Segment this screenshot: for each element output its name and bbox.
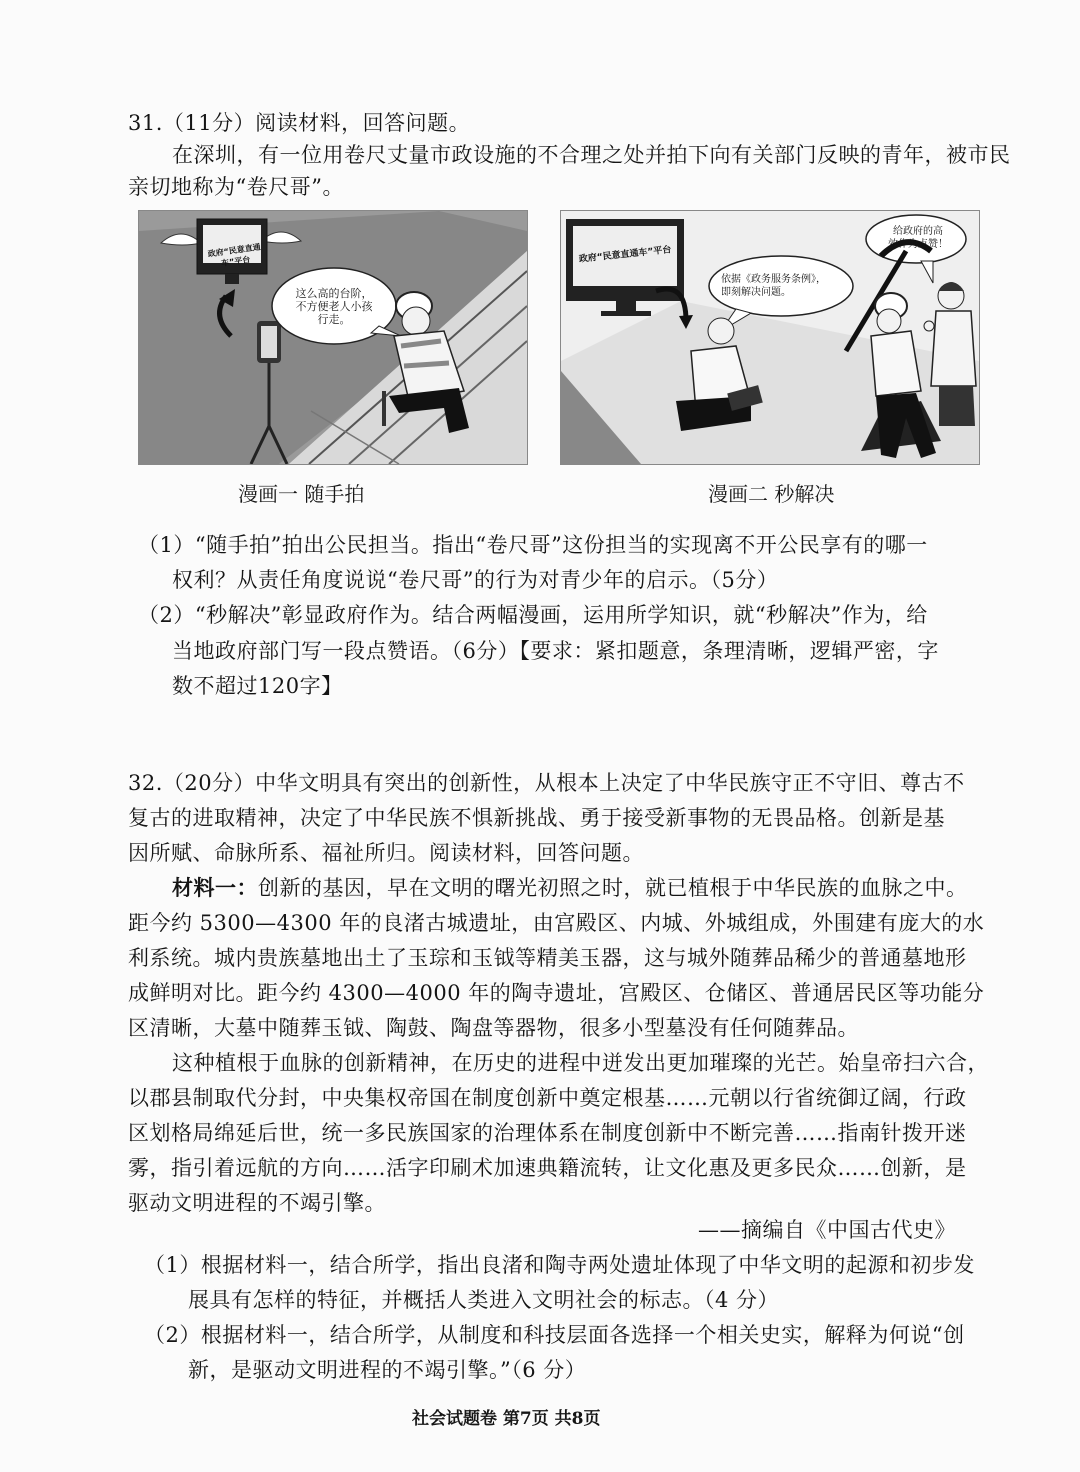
comic-two-right-speech-bubble (883, 225, 953, 251)
q32-intro-line3: 因所赋、命脉所系、福祉所归。阅读材料，回答问题。 (128, 841, 644, 865)
source-citation: ——摘编自《中国古代史》 (698, 1218, 956, 1242)
passage-two-line5: 驱动文明进程的不竭引擎。 (128, 1191, 386, 1215)
q31-sub2-line2: 当地政府部门写一段点赞语。（6分）【要求：紧扣题意，条理清晰，逻辑严密，字 (172, 639, 939, 663)
q31-heading: 31.（11分）阅读材料，回答问题。 (128, 111, 471, 135)
material-one-line3: 利系统。城内贵族墓地出土了玉琮和玉钺等精美玉器，这与城外随葬品稀少的普通墓地形 (128, 946, 967, 970)
comic-two-bubble-line: 效作为点赞！ (888, 239, 948, 250)
q31-intro-line2: 亲切地称为“卷尺哥”。 (128, 175, 344, 199)
material-one-line2: 距今约 5300—4300 年的良渚古城遗址，由宫殿区、内城、外城组成，外围建有庞大的水 (128, 911, 985, 935)
comic-two-bubble-line: 依据《政务服务条例》， (721, 274, 826, 285)
comic-two-caption: 漫画二 秒解决 (708, 482, 835, 506)
comic-one-bubble-line: 行走。 (317, 313, 351, 326)
passage-two-line1: 这种植根于血脉的创新精神，在历史的进程中迸发出更加璀璨的光芒。始皇帝扫六合， (172, 1051, 989, 1075)
passage-two-line4: 雾，指引着远航的方向……活字印刷术加速典籍流转，让文化惠及更多民众……创新，是 (128, 1156, 967, 1180)
comic-two-left-speech-bubble (721, 273, 846, 299)
q32-sub1-line1: （1）根据材料一，结合所学，指出良渚和陶寺两处遗址体现了中华文明的起源和初步发 (144, 1253, 975, 1277)
q32-intro-line2: 复古的进取精神，决定了中华民族不惧新挑战、勇于接受新事物的无畏品格。创新是基 (128, 806, 945, 830)
q31-sub1-line2: 权利？从责任角度说说“卷尺哥”的行为对青少年的启示。（5分） (172, 568, 779, 592)
material-one-label: 材料一： (172, 875, 258, 900)
comic-one-image (138, 210, 528, 465)
comic-one-drawing (139, 211, 527, 464)
comic-two-sign-text: 政府“民意直通车”平台 (578, 245, 672, 265)
comic-two-bubble-line: 即刻解决问题。 (721, 287, 791, 298)
q32-sub2-line1: （2）根据材料一，结合所学，从制度和科技层面各选择一个相关史实，解释为何说“创 (144, 1323, 965, 1347)
material-one-line1-text: 创新的基因，早在文明的曙光初照之时，就已植根于中华民族的血脉之中。 (258, 876, 968, 900)
comic-one-bubble-line: 这么高的台阶， (295, 287, 373, 300)
q31-sub1-line1: （1）“随手拍”拍出公民担当。指出“卷尺哥”这份担当的实现离不开公民享有的哪一 (138, 533, 928, 557)
q31-sub2-line1: （2）“秒解决”彰显政府作为。结合两幅漫画，运用所学知识，就“秒解决”作为，给 (138, 603, 928, 627)
comic-two-bubble-line: 给政府的高 (893, 226, 943, 237)
q32-sub1-line2: 展具有怎样的特征，并概括人类进入文明社会的标志。（4 分） (188, 1288, 780, 1312)
comic-one-speech-bubble (289, 287, 379, 326)
page-footer: 社会试题卷 第7页 共8页 (412, 1409, 601, 1429)
passage-two-line2: 以郡县制取代分封，中央集权帝国在制度创新中奠定根基……元朝以行省统御辽阔，行政 (128, 1086, 967, 1110)
material-one-line1 (172, 873, 968, 903)
comic-one-bubble-line: 不方便老人小孩 (295, 300, 373, 313)
q32-sub2-line2: 新，是驱动文明进程的不竭引擎。”（6 分） (188, 1358, 587, 1382)
q31-sub2-line3: 数不超过120字】 (172, 674, 343, 698)
comic-one-caption: 漫画一 随手拍 (238, 482, 365, 506)
q31-intro-line1: 在深圳，有一位用卷尺丈量市政设施的不合理之处并拍下向有关部门反映的青年，被市民 (172, 143, 1011, 167)
material-one-line5: 区清晰，大墓中随葬玉钺、陶鼓、陶盘等器物，很多小型墓没有任何随葬品。 (128, 1016, 859, 1040)
passage-two-line3: 区划格局绵延后世，统一多民族国家的治理体系在制度创新中不断完善……指南针拨开迷 (128, 1121, 967, 1145)
material-one-line4: 成鲜明对比。距今约 4300—4000 年的陶寺遗址，宫殿区、仓储区、普通居民区等功能分 (128, 981, 985, 1005)
comic-two-image (560, 210, 980, 465)
q32-intro-line1: 32.（20分）中华文明具有突出的创新性，从根本上决定了中华民族守正不守旧、尊古不 (128, 771, 965, 795)
comic-one-sign-text: 政府“民意直通车”平台 (207, 242, 262, 268)
